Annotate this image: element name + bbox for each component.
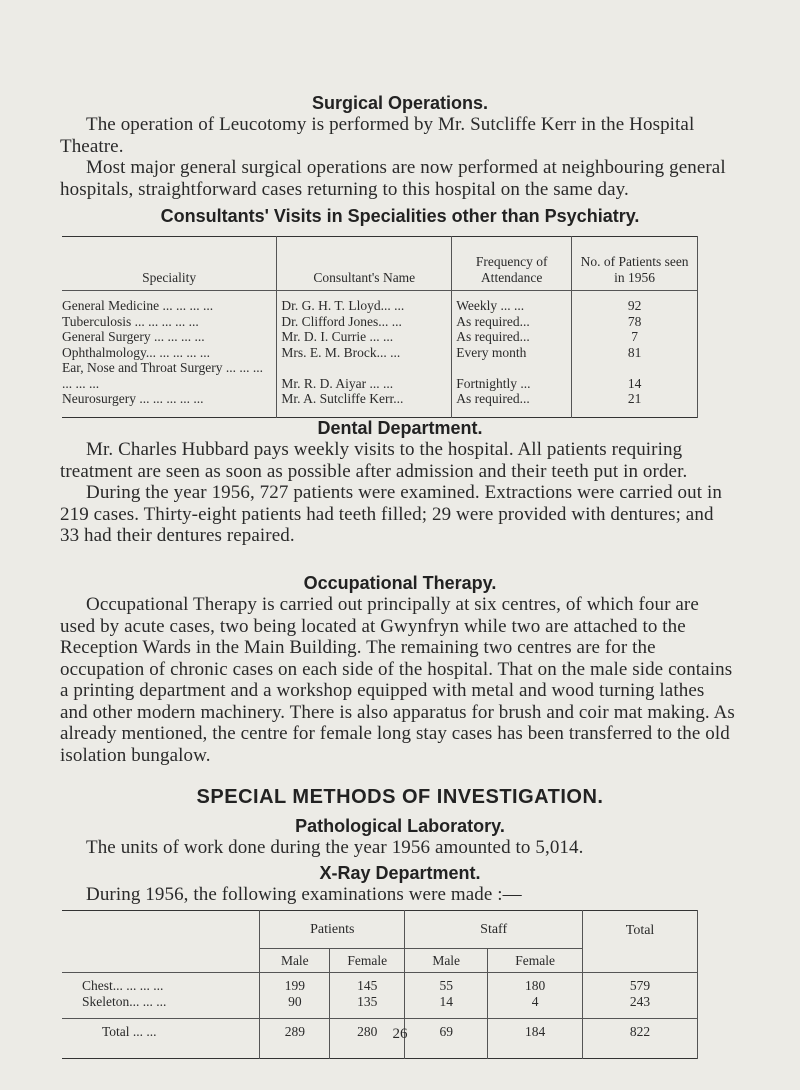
value-cell: 289 [260,1019,330,1059]
total-group-header: Total [583,911,698,973]
paragraph: During 1956, the following examinations were made :— [86,884,522,905]
value-cell: 243 [583,994,698,1019]
frequency-cell: As required... [452,391,572,417]
patients-male-header: Male [260,949,330,973]
table-row [62,314,698,330]
value-cell: 180 [488,973,583,995]
table-header-row [62,237,698,291]
speciality-cell: General Surgery ... ... ... ... [62,329,205,344]
col-header-frequency: Frequency of Attendance [452,237,572,291]
patients-group-header: Patients [260,911,405,949]
speciality-cell: Neurosurgery ... ... ... ... ... [62,391,204,406]
patients-cell: 14 [572,360,698,391]
dental-heading: Dental Department. [317,418,483,438]
surgical-heading: Surgical Operations. [311,93,489,113]
xray-heading: X-Ray Department. [319,863,481,883]
pathology-heading: Pathological Laboratory. [295,816,505,836]
speciality-cell: Tuberculosis ... ... ... ... ... [62,313,199,329]
speciality-cell: General Medicine ... ... ... ... [62,298,214,313]
value-cell: 4 [488,994,583,1019]
paragraph: Mr. Charles Hubbard pays weekly visits to the hospital. All patients requiring treatment are seen as soon as possible after admission and their teeth put in order. [60,439,688,482]
row-label: Total ... ... [102,1023,157,1039]
table-row [62,329,698,345]
value-cell: 184 [488,1019,583,1059]
value-cell: 579 [583,973,698,995]
paragraph: The units of work done during the year 1956 amounted to 5,014. [86,837,584,858]
group-header-row [62,911,698,949]
value-cell: 135 [330,994,405,1019]
occupational-heading: Occupational Therapy. [303,573,497,593]
paragraph: Occupational Therapy is carried out principally at six centres, of which four are used by acute cases, two being located at Gwynfryn while two are attached to the Reception Wards in the Main Building. The remaining two centres are for the occupation of chronic cases on each side of the hospital. That on the male side contains a printing department and a workshop equipped with metal and wood turning lathes and other modern machinery. There is also apparatus for brush and coir mat making. As already mentioned, the centre for female long stay cases has been transferred to the old isolation bungalow. [60,594,735,766]
page-number: 26 [392,1026,408,1042]
dental-text [60,439,735,547]
col-header-speciality: Speciality [62,237,277,291]
consultants-table [62,236,698,418]
consultant-cell: Mr. D. I. Currie ... ... [277,329,452,345]
blank-header [62,911,260,949]
paragraph: The operation of Leucotomy is performed by Mr. Sutcliffe Kerr in the Hospital Theatre. [60,114,695,157]
table-row [62,291,698,314]
staff-male-header: Male [405,949,488,973]
staff-female-header: Female [488,949,583,973]
col-header-consultant: Consultant's Name [277,237,452,291]
consultant-cell: Mr. R. D. Aiyar ... ... [277,360,452,391]
value-cell: 14 [405,994,488,1019]
value-cell: 199 [260,973,330,995]
value-cell: 822 [583,1019,698,1059]
value-cell: 90 [260,994,330,1019]
table-row [62,973,698,995]
consultant-cell: Dr. G. H. T. Lloyd... ... [277,291,452,314]
table-row [62,360,698,391]
value-cell: 69 [405,1019,488,1059]
consultant-cell: Mr. A. Sutcliffe Kerr... [277,391,452,417]
patients-cell: 92 [572,291,698,314]
row-label: Chest... ... ... ... [82,978,164,993]
frequency-cell: As required... [452,329,572,345]
speciality-cell: Ear, Nose and Throat Surgery ... ... ... ... ... ... [62,360,264,391]
row-label: Skeleton... ... ... [82,994,167,1009]
speciality-cell: Ophthalmology... ... ... ... ... [62,344,210,360]
paragraph: During the year 1956, 727 patients were examined. Extractions were carried out in 219 cases. Thirty-eight patients had teeth filled; 29 were provided with dentures; and 33 had their dentures repaired. [60,482,722,546]
table-row [62,345,698,361]
consultants-heading: Consultants' Visits in Specialities other than Psychiatry. [160,206,640,226]
value-cell: 55 [405,973,488,995]
patients-cell: 78 [572,314,698,330]
table-row [62,994,698,1019]
value-cell: 145 [330,973,405,995]
surgical-text [60,114,735,200]
consultant-cell: Dr. Clifford Jones... ... [277,314,452,330]
paragraph: Most major general surgical operations are now performed at neighbouring general hospitals, straightforward cases returning to this hospital on the same day. [60,157,726,200]
occupational-text [60,594,735,766]
col-header-patients: No. of Patients seen in 1956 [572,237,698,291]
patients-cell: 7 [572,329,698,345]
blank-header [62,949,260,973]
staff-group-header: Staff [405,911,583,949]
patients-cell: 21 [572,391,698,417]
patients-female-header: Female [330,949,405,973]
patients-cell: 81 [572,345,698,361]
pathology-text [60,837,735,859]
special-methods-heading: SPECIAL METHODS OF INVESTIGATION. [196,786,604,808]
frequency-cell: Fortnightly ... [452,360,572,391]
frequency-cell: Weekly ... ... [452,291,572,314]
table-row [62,391,698,417]
frequency-cell: Every month [452,345,572,361]
xray-text [60,884,735,906]
consultant-cell: Mrs. E. M. Brock... ... [277,345,452,361]
value-cell: 280 [330,1019,405,1059]
frequency-cell: As required... [452,314,572,330]
